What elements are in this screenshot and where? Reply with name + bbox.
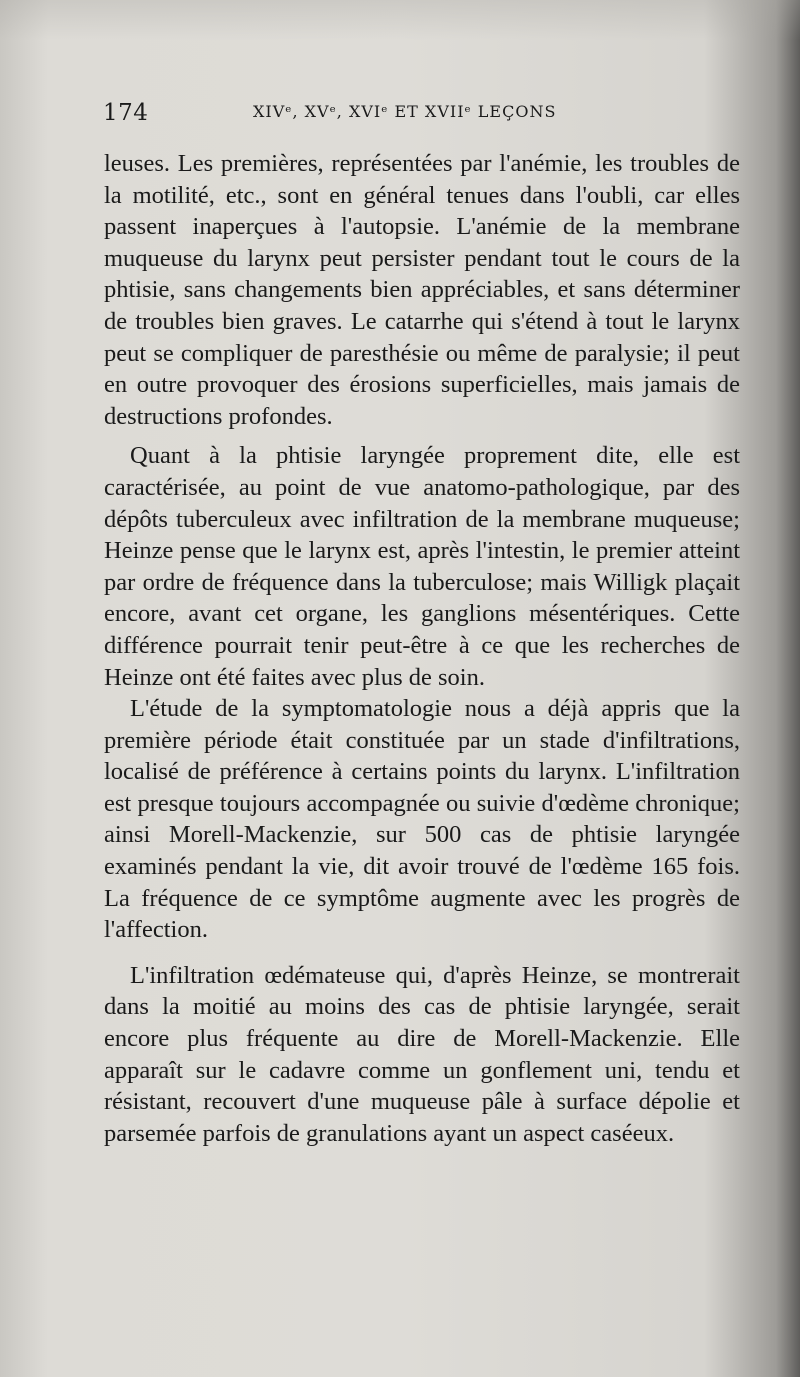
paragraph-1: leuses. Les premières, représentées par l'anémie, les troubles de la motilité, etc., sont en général tenues dans l'oubli, car elles passent inaperçues à l'autopsie. L'anémie de la membrane muqueuse du larynx peut persister pendant tout le cours de la phtisie, sans changements bien appréciables, et sans déterminer de troubles bien graves. Le catarrhe qui s'étend à tout le larynx peut se compliquer de paresthésie ou même de paralysie; il peut en outre provoquer des érosions superficielles, mais jamais de destructions profondes.	[104, 150, 740, 430]
page-number: 174	[103, 100, 149, 126]
body-text	[104, 148, 740, 1149]
paragraph-3: L'étude de la symptomatologie nous a déjà appris que la première période était constituée par un stade d'infiltrations, localisé de préférence à certains points du larynx. L'infiltration est presque toujours accompagnée ou suivie d'œdème chronique; ainsi Morell-Mackenzie, sur 500 cas de phtisie laryngée examinés pendant la vie, dit avoir trouvé de l'œdème 165 fois. La fréquence de ce symptôme augmente avec les progrès de l'affection.	[104, 695, 740, 944]
running-head: XIVᵉ, XVᵉ, XVIᵉ ET XVIIᵉ LEÇONS	[253, 102, 557, 121]
page-header	[103, 96, 763, 136]
paragraph-4: L'infiltration œdémateuse qui, d'après Heinze, se montrerait dans la moitié au moins des cas de phtisie laryngée, serait encore plus fréquente au dire de Morell-Mackenzie. Elle apparaît sur le cadavre comme un gonflement uni, tendu et résistant, recouvert d'une muqueuse pâle à surface dépolie et parsemée parfois de granulations ayant un aspect caséeux.	[104, 961, 740, 1147]
paragraph-2: Quant à la phtisie laryngée proprement dite, elle est caractérisée, au point de vue anatomo-pathologique, par des dépôts tuberculeux avec infiltration de la membrane muqueuse; Heinze pense que le larynx est, après l'intestin, le premier atteint par ordre de fréquence dans la tuberculose; mais Willigk plaçait encore, avant cet organe, les ganglions mésentériques. Cette différence pourrait tenir peut-être à ce que les recherches de Heinze ont été faites avec plus de soin.	[104, 442, 740, 691]
